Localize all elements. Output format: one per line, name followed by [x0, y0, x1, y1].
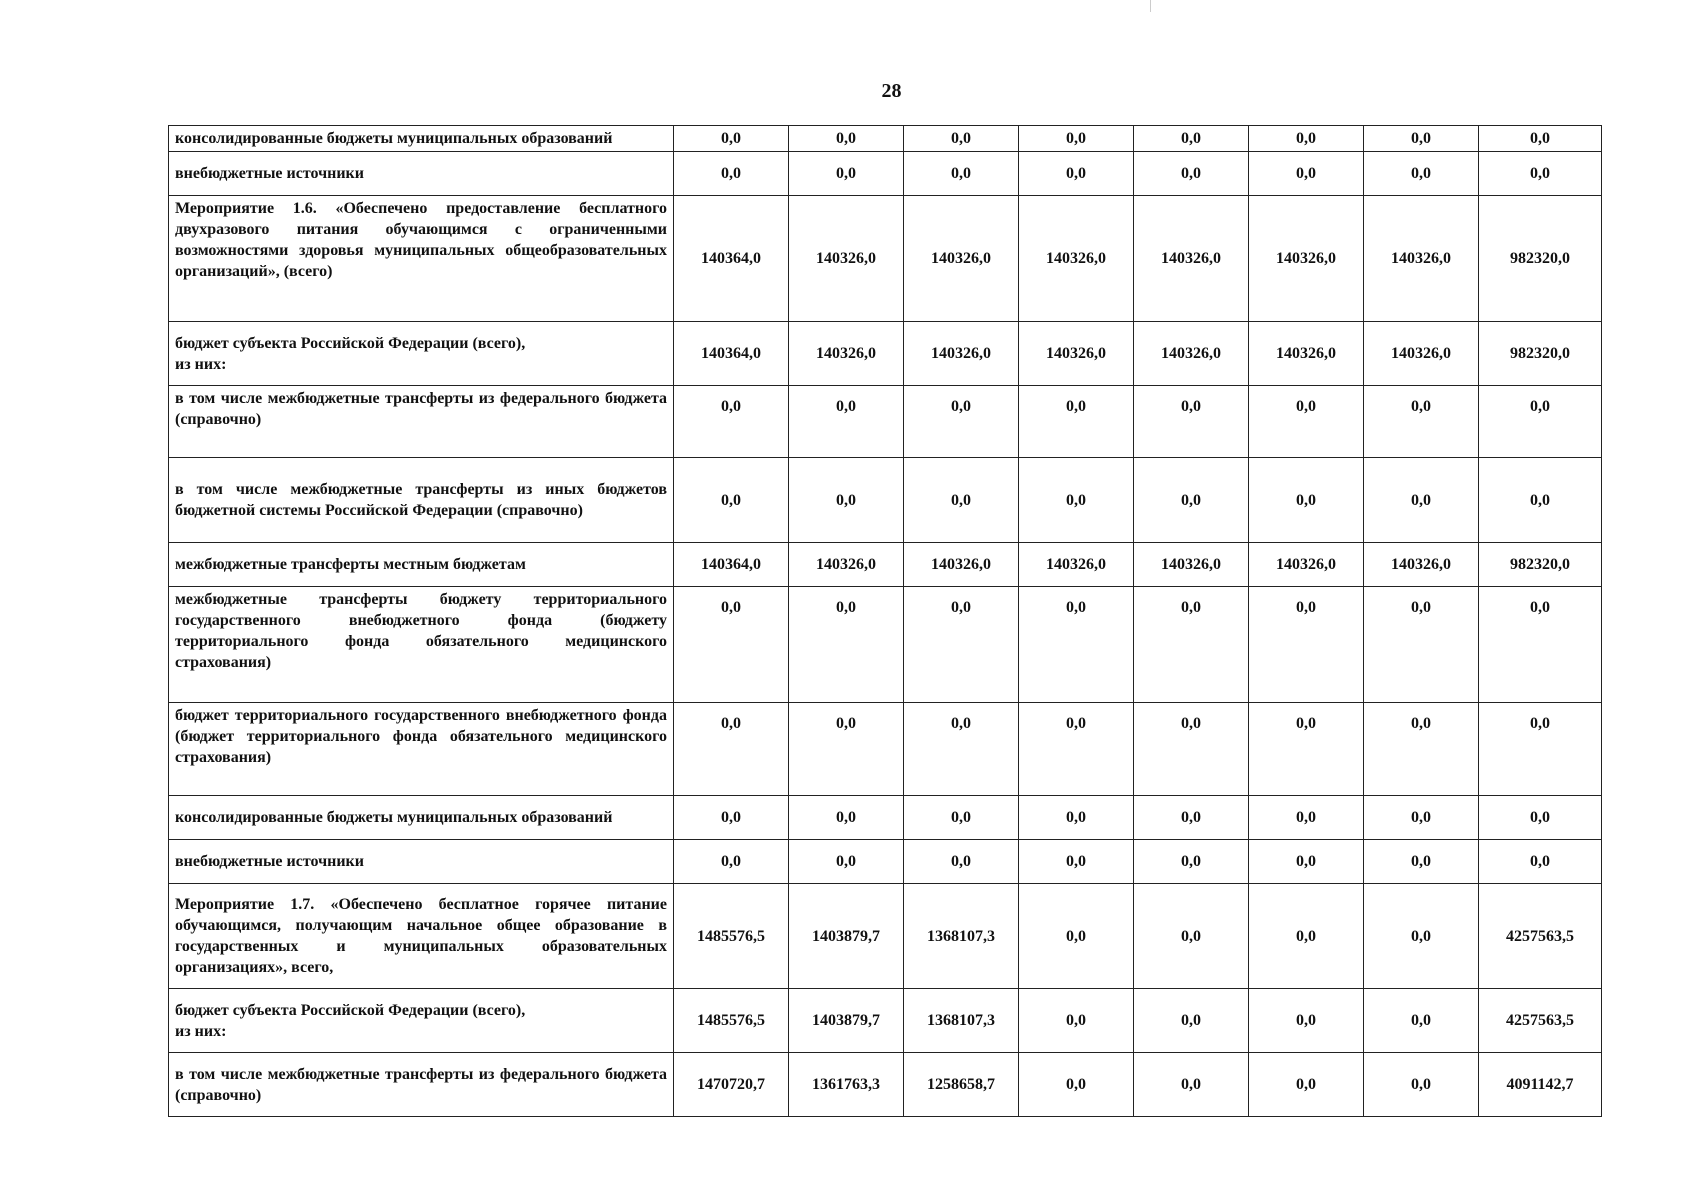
value-cell: 0,0 — [674, 386, 789, 458]
value-cell: 0,0 — [1249, 458, 1364, 543]
row-label — [169, 884, 674, 989]
value-cell: 0,0 — [1479, 386, 1602, 458]
value-cell: 0,0 — [789, 458, 904, 543]
row-label — [169, 796, 674, 840]
value-cell: 0,0 — [904, 458, 1019, 543]
row-label-text: внебюджетные источники — [175, 165, 364, 182]
value-cell: 0,0 — [1249, 989, 1364, 1053]
value-cell: 0,0 — [1249, 703, 1364, 796]
value-cell: 0,0 — [1364, 126, 1479, 152]
value-cell: 0,0 — [1134, 703, 1249, 796]
value-cell: 0,0 — [1019, 884, 1134, 989]
value-cell: 140326,0 — [1249, 322, 1364, 386]
row-label-text: консолидированные бюджеты муниципальных образований — [175, 809, 613, 826]
value-cell: 4257563,5 — [1479, 989, 1602, 1053]
value-cell: 140364,0 — [674, 196, 789, 322]
row-label — [169, 322, 674, 386]
value-cell: 140326,0 — [1134, 543, 1249, 587]
value-cell: 140326,0 — [1134, 196, 1249, 322]
value-cell: 0,0 — [1134, 796, 1249, 840]
value-cell: 140326,0 — [1364, 543, 1479, 587]
value-cell: 982320,0 — [1479, 322, 1602, 386]
row-label — [169, 126, 674, 152]
value-cell: 982320,0 — [1479, 543, 1602, 587]
value-cell: 0,0 — [1134, 989, 1249, 1053]
budget-table-body — [169, 126, 1602, 1117]
value-cell: 140326,0 — [789, 322, 904, 386]
value-cell: 140326,0 — [1019, 196, 1134, 322]
value-cell: 0,0 — [674, 152, 789, 196]
value-cell: 0,0 — [1364, 587, 1479, 703]
value-cell: 0,0 — [1019, 989, 1134, 1053]
table-row — [169, 840, 1602, 884]
value-cell: 0,0 — [1134, 126, 1249, 152]
table-row — [169, 884, 1602, 989]
value-cell: 0,0 — [904, 796, 1019, 840]
value-cell: 0,0 — [1364, 386, 1479, 458]
row-label — [169, 458, 674, 543]
row-label — [169, 543, 674, 587]
row-label — [169, 386, 674, 458]
value-cell: 0,0 — [1479, 458, 1602, 543]
row-label-text: Мероприятие 1.7. «Обеспечено бесплатное горячее питание обучающимся, получающим начальное общее образование в государственных и муниципальных образовательных организациях», всего, — [175, 896, 667, 976]
table-row — [169, 703, 1602, 796]
value-cell: 0,0 — [904, 703, 1019, 796]
value-cell: 140326,0 — [1249, 543, 1364, 587]
row-label-text: в том числе межбюджетные трансферты из иных бюджетов бюджетной системы Российской Федерации (справочно) — [175, 481, 667, 519]
value-cell: 0,0 — [1249, 587, 1364, 703]
row-label — [169, 196, 674, 322]
value-cell: 1368107,3 — [904, 989, 1019, 1053]
value-cell: 0,0 — [904, 386, 1019, 458]
value-cell: 0,0 — [789, 386, 904, 458]
value-cell: 0,0 — [1479, 796, 1602, 840]
row-label-text: в том числе межбюджетные трансферты из федерального бюджета (справочно) — [175, 390, 667, 428]
value-cell: 140326,0 — [904, 322, 1019, 386]
row-label-text: межбюджетные трансферты местным бюджетам — [175, 556, 526, 573]
value-cell: 0,0 — [1249, 840, 1364, 884]
value-cell: 0,0 — [904, 840, 1019, 884]
value-cell: 140364,0 — [674, 322, 789, 386]
value-cell: 0,0 — [1364, 458, 1479, 543]
table-row — [169, 152, 1602, 196]
value-cell: 1361763,3 — [789, 1053, 904, 1117]
row-label — [169, 1053, 674, 1117]
row-label — [169, 840, 674, 884]
value-cell: 140326,0 — [904, 543, 1019, 587]
row-label-text: в том числе межбюджетные трансферты из федерального бюджета (справочно) — [175, 1065, 667, 1104]
value-cell: 140364,0 — [674, 543, 789, 587]
value-cell: 140326,0 — [1134, 322, 1249, 386]
value-cell: 0,0 — [1364, 152, 1479, 196]
value-cell: 0,0 — [1134, 152, 1249, 196]
value-cell: 982320,0 — [1479, 196, 1602, 322]
value-cell: 1470720,7 — [674, 1053, 789, 1117]
value-cell: 0,0 — [1249, 884, 1364, 989]
row-label — [169, 989, 674, 1053]
value-cell: 1368107,3 — [904, 884, 1019, 989]
value-cell: 0,0 — [1019, 587, 1134, 703]
value-cell: 0,0 — [1364, 884, 1479, 989]
value-cell: 0,0 — [904, 126, 1019, 152]
value-cell: 0,0 — [674, 587, 789, 703]
table-row — [169, 386, 1602, 458]
value-cell: 140326,0 — [1364, 196, 1479, 322]
value-cell: 0,0 — [1249, 1053, 1364, 1117]
value-cell: 140326,0 — [904, 196, 1019, 322]
value-cell: 140326,0 — [1249, 196, 1364, 322]
value-cell: 0,0 — [1134, 840, 1249, 884]
value-cell: 0,0 — [1364, 989, 1479, 1053]
row-label-text: бюджет территориального государственного внебюджетного фонда (бюджет территориального фонда обязательного медицинского страхования) — [175, 707, 667, 766]
value-cell: 0,0 — [789, 703, 904, 796]
value-cell: 0,0 — [1249, 386, 1364, 458]
value-cell: 140326,0 — [789, 196, 904, 322]
value-cell: 0,0 — [674, 703, 789, 796]
row-label-text: межбюджетные трансферты бюджету территориального государственного внебюджетного фонда (бюджету территориального фонда обязательного медицинского страхования) — [175, 591, 667, 671]
value-cell: 4091142,7 — [1479, 1053, 1602, 1117]
value-cell: 0,0 — [1134, 1053, 1249, 1117]
value-cell: 0,0 — [674, 458, 789, 543]
value-cell: 0,0 — [1364, 703, 1479, 796]
budget-table — [168, 125, 1602, 1117]
row-label — [169, 703, 674, 796]
value-cell: 0,0 — [1479, 840, 1602, 884]
value-cell: 0,0 — [1249, 126, 1364, 152]
value-cell: 0,0 — [904, 587, 1019, 703]
value-cell: 0,0 — [1134, 587, 1249, 703]
value-cell: 0,0 — [1019, 796, 1134, 840]
value-cell: 0,0 — [1479, 152, 1602, 196]
row-label-text: внебюджетные источники — [175, 853, 364, 870]
value-cell: 1403879,7 — [789, 989, 904, 1053]
value-cell: 0,0 — [789, 796, 904, 840]
value-cell: 0,0 — [789, 152, 904, 196]
table-row — [169, 126, 1602, 152]
table-row — [169, 322, 1602, 386]
value-cell: 0,0 — [1479, 587, 1602, 703]
value-cell: 140326,0 — [1019, 543, 1134, 587]
value-cell: 0,0 — [1249, 796, 1364, 840]
table-row — [169, 458, 1602, 543]
value-cell: 0,0 — [1134, 386, 1249, 458]
value-cell: 0,0 — [674, 126, 789, 152]
value-cell: 0,0 — [674, 840, 789, 884]
value-cell: 0,0 — [1364, 1053, 1479, 1117]
value-cell: 0,0 — [1019, 126, 1134, 152]
value-cell: 0,0 — [674, 796, 789, 840]
value-cell: 140326,0 — [789, 543, 904, 587]
value-cell: 0,0 — [904, 152, 1019, 196]
value-cell: 0,0 — [1019, 703, 1134, 796]
value-cell: 0,0 — [1479, 703, 1602, 796]
value-cell: 1485576,5 — [674, 884, 789, 989]
value-cell: 0,0 — [1134, 458, 1249, 543]
table-row — [169, 587, 1602, 703]
value-cell: 0,0 — [1364, 796, 1479, 840]
row-label-text: бюджет субъекта Российской Федерации (всего), из них: — [175, 334, 526, 373]
row-label — [169, 152, 674, 196]
value-cell: 0,0 — [1249, 152, 1364, 196]
page-number: 28 — [881, 80, 902, 102]
table-row — [169, 796, 1602, 840]
value-cell: 0,0 — [1019, 1053, 1134, 1117]
value-cell: 0,0 — [1364, 840, 1479, 884]
row-label-text: Мероприятие 1.6. «Обеспечено предоставление бесплатного двухразового питания обучающимся с ограниченными возможностями здоровья муниципальных общеобразовательных организаций», (всего) — [175, 200, 667, 280]
value-cell: 0,0 — [789, 587, 904, 703]
value-cell: 0,0 — [1019, 840, 1134, 884]
value-cell: 0,0 — [1479, 126, 1602, 152]
table-row — [169, 1053, 1602, 1117]
value-cell: 140326,0 — [1364, 322, 1479, 386]
table-row — [169, 989, 1602, 1053]
value-cell: 0,0 — [789, 840, 904, 884]
value-cell: 0,0 — [1019, 386, 1134, 458]
row-label-text: консолидированные бюджеты муниципальных образований — [175, 130, 613, 147]
row-label-text: бюджет субъекта Российской Федерации (всего), из них: — [175, 1001, 526, 1040]
value-cell: 1403879,7 — [789, 884, 904, 989]
value-cell: 0,0 — [1019, 152, 1134, 196]
row-label — [169, 587, 674, 703]
value-cell: 140326,0 — [1019, 322, 1134, 386]
table-row — [169, 196, 1602, 322]
value-cell: 0,0 — [1019, 458, 1134, 543]
value-cell: 0,0 — [1134, 884, 1249, 989]
value-cell: 4257563,5 — [1479, 884, 1602, 989]
scan-edge-mark — [1150, 0, 1151, 12]
table-row — [169, 543, 1602, 587]
value-cell: 1485576,5 — [674, 989, 789, 1053]
value-cell: 0,0 — [789, 126, 904, 152]
value-cell: 1258658,7 — [904, 1053, 1019, 1117]
